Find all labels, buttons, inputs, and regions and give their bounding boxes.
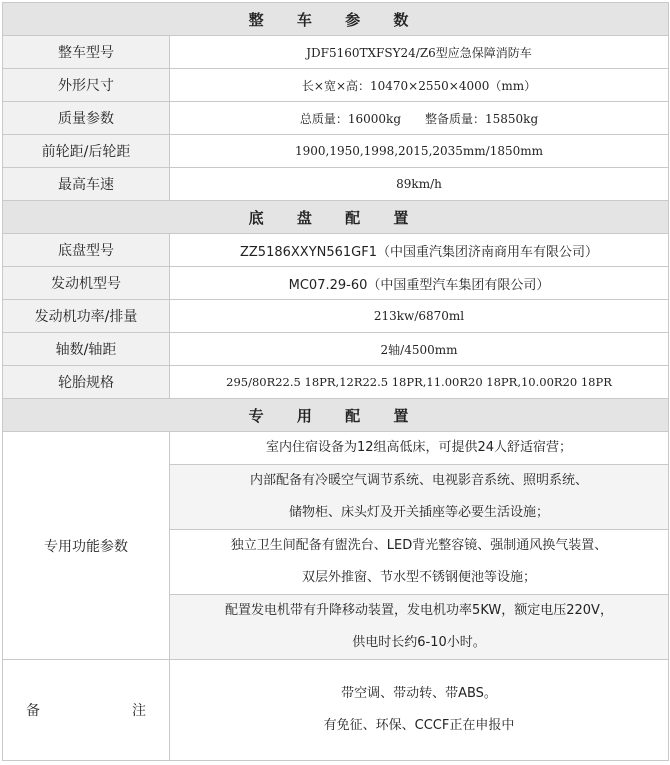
row-label: 发动机型号 [3, 267, 170, 300]
row-label: 轮胎规格 [3, 366, 170, 399]
row-value: 2轴/4500mm [170, 333, 669, 366]
row-label: 质量参数 [3, 102, 170, 135]
row-value: 295/80R22.5 18PR,12R22.5 18PR,11.00R20 18PR,10.00R20 18PR [170, 366, 669, 399]
section-title: 专 用 配 置 [3, 399, 669, 432]
table-row [3, 333, 669, 366]
special-label: 专用功能参数 [3, 432, 170, 660]
spec-table [2, 2, 669, 761]
row-label: 发动机功率/排量 [3, 300, 170, 333]
table-row [3, 300, 669, 333]
table-row [3, 432, 669, 465]
row-value: 长×宽×高：10470×2550×4000（mm） [170, 69, 669, 102]
row-label: 最高车速 [3, 168, 170, 201]
row-label: 外形尺寸 [3, 69, 170, 102]
row-value: 213kw/6870ml [170, 300, 669, 333]
remarks-value [170, 660, 669, 761]
special-line: 供电时长约6-10小时。 [352, 635, 486, 650]
special-line: 室内住宿设备为12组高低床，可提供24人舒适宿营； [265, 440, 573, 455]
special-item [170, 595, 669, 660]
section-title: 整 车 参 数 [3, 3, 669, 36]
special-item [170, 530, 669, 595]
special-line: 独立卫生间配备有盥洗台、LED背光整容镜、强制通风换气装置、 [230, 538, 608, 553]
row-value: 1900,1950,1998,2015,2035mm/1850mm [170, 135, 669, 168]
table-row [3, 234, 669, 267]
row-label: 底盘型号 [3, 234, 170, 267]
special-item [170, 465, 669, 530]
special-item [170, 432, 669, 465]
section-header-vehicle [3, 3, 669, 36]
table-row [3, 69, 669, 102]
remarks-row [3, 660, 669, 761]
row-value: ZZ5186XXYN561GF1（中国重汽集团济南商用车有限公司） [170, 234, 669, 267]
table-row [3, 36, 669, 69]
table-row [3, 267, 669, 300]
row-label: 前轮距/后轮距 [3, 135, 170, 168]
section-header-special [3, 399, 669, 432]
special-line: 储物柜、床头灯及开关插座等必要生活设施； [289, 505, 550, 520]
remarks-label: 备 注 [26, 703, 146, 719]
row-value: MC07.29-60（中国重型汽车集团有限公司） [170, 267, 669, 300]
row-value: 89km/h [170, 168, 669, 201]
special-line: 双层外推窗、节水型不锈钢便池等设施； [302, 570, 537, 585]
row-label: 轴数/轴距 [3, 333, 170, 366]
special-line: 配置发电机带有升降移动装置，发电机功率5KW，额定电压220V， [225, 603, 613, 618]
remarks-line: 带空调、带动转、带ABS。 [341, 686, 497, 701]
remarks-label-cell [3, 660, 170, 761]
section-header-chassis [3, 201, 669, 234]
table-row [3, 135, 669, 168]
remarks-line: 有免征、环保、CCCF正在申报中 [323, 718, 515, 733]
table-row [3, 366, 669, 399]
row-value: 总质量：16000kg 整备质量：15850kg [170, 102, 669, 135]
table-row [3, 102, 669, 135]
row-label: 整车型号 [3, 36, 170, 69]
section-title: 底 盘 配 置 [3, 201, 669, 234]
special-line: 内部配备有冷暖空气调节系统、电视影音系统、照明系统、 [250, 473, 589, 488]
table-row [3, 168, 669, 201]
row-value: JDF5160TXFSY24/Z6型应急保障消防车 [170, 36, 669, 69]
